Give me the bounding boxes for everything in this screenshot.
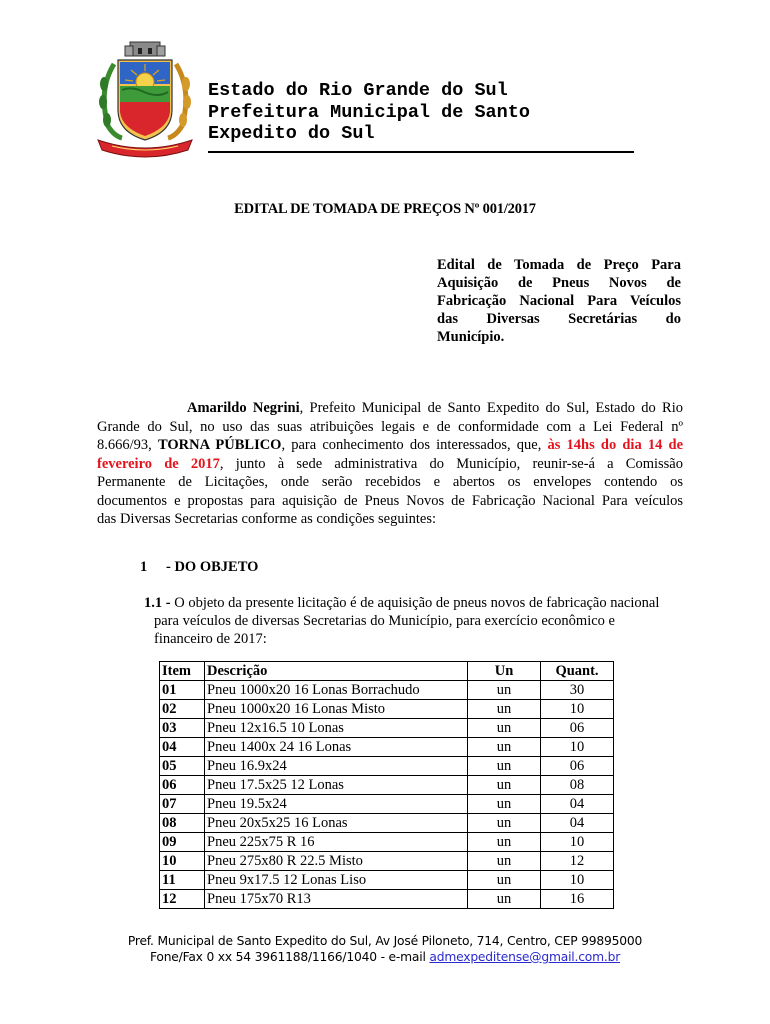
edital-summary <box>437 256 681 346</box>
row-unit: un <box>468 871 541 890</box>
row-item: 09 <box>160 833 205 852</box>
intro-text-4: , junto à sede administrativa do Município, reunir-se-á a Comissão <box>219 455 683 472</box>
row-description: Pneu 225x75 R 16 <box>205 833 468 852</box>
table-row <box>160 814 614 833</box>
row-description: Pneu 9x17.5 12 Lonas Liso <box>205 871 468 890</box>
row-description: Pneu 1000x20 16 Lonas Misto <box>205 700 468 719</box>
row-unit: un <box>468 890 541 909</box>
row-item: 04 <box>160 738 205 757</box>
row-quantity: 04 <box>541 814 614 833</box>
document-title: EDITAL DE TOMADA DE PREÇOS Nº 001/2017 <box>234 201 536 217</box>
table-row <box>160 776 614 795</box>
row-unit: un <box>468 833 541 852</box>
table-row <box>160 719 614 738</box>
row-unit: un <box>468 757 541 776</box>
mayor-name: Amarildo Negrini <box>187 400 300 416</box>
summary-line-3: Fabricação Nacional Para Veículos <box>437 293 681 309</box>
table-row <box>160 871 614 890</box>
intro-line-6: documentos e propostas para aquisição de Pneus Novos de Fabricação Nacional Para veículos <box>97 492 683 509</box>
summary-line-4: das Diversas Secretárias do <box>437 311 681 327</box>
table-row <box>160 681 614 700</box>
summary-line-2: Aquisição de Pneus Novos de <box>437 275 681 291</box>
row-item: 06 <box>160 776 205 795</box>
meeting-time: às 14hs do dia 14 de <box>547 437 683 453</box>
page-footer <box>0 933 770 965</box>
table-row <box>160 852 614 871</box>
row-description: Pneu 12x16.5 10 Lonas <box>205 719 468 738</box>
torna-publico: TORNA PÚBLICO <box>157 437 282 453</box>
header-rule <box>208 151 634 153</box>
row-item: 03 <box>160 719 205 738</box>
row-quantity: 10 <box>541 871 614 890</box>
section-1-number: 1 <box>140 559 148 575</box>
row-description: Pneu 275x80 R 22.5 Misto <box>205 852 468 871</box>
header-title <box>208 80 530 145</box>
row-description: Pneu 17.5x25 12 Lonas <box>205 776 468 795</box>
row-item: 12 <box>160 890 205 909</box>
row-quantity: 10 <box>541 738 614 757</box>
table-header-row <box>160 662 614 681</box>
row-item: 11 <box>160 871 205 890</box>
meeting-date: fevereiro de 2017 <box>97 455 220 472</box>
row-quantity: 06 <box>541 719 614 738</box>
row-quantity: 16 <box>541 890 614 909</box>
header-line-1: Estado do Rio Grande do Sul <box>208 80 508 101</box>
intro-text-1: , Prefeito Municipal de Santo Expedito do Sul, Estado do Rio <box>299 400 683 416</box>
intro-line-5: Permanente de Licitações, onde serão recebidos e abertos os envelopes contendo os <box>97 474 683 490</box>
row-description: Pneu 175x70 R13 <box>205 890 468 909</box>
table-row <box>160 890 614 909</box>
intro-line-7: das Diversas Secretarias conforme as condições seguintes: <box>97 511 437 527</box>
row-unit: un <box>468 776 541 795</box>
clause-1-1-line-3: financeiro de 2017: <box>154 631 267 647</box>
row-item: 07 <box>160 795 205 814</box>
row-item: 05 <box>160 757 205 776</box>
table-row <box>160 757 614 776</box>
row-description: Pneu 20x5x25 16 Lonas <box>205 814 468 833</box>
footer-contact: Fone/Fax 0 xx 54 3961188/1166/1040 - e-mail <box>149 950 430 964</box>
row-item: 08 <box>160 814 205 833</box>
table-row <box>160 738 614 757</box>
row-description: Pneu 19.5x24 <box>205 795 468 814</box>
row-unit: un <box>468 795 541 814</box>
municipal-coat-of-arms-icon <box>92 40 198 158</box>
row-item: 02 <box>160 700 205 719</box>
row-unit: un <box>468 852 541 871</box>
header-description: Descrição <box>205 662 468 681</box>
row-item: 01 <box>160 681 205 700</box>
section-1-title: - DO OBJETO <box>166 559 259 575</box>
row-quantity: 06 <box>541 757 614 776</box>
row-quantity: 10 <box>541 833 614 852</box>
header-quantity: Quant. <box>541 662 614 681</box>
clause-1-1-line-1: O objeto da presente licitação é de aquisição de pneus novos de fabricação nacional <box>170 595 660 611</box>
intro-line-2: Grande do Sul, no uso das suas atribuições legais e de conformidade com a Lei Federal nº <box>97 418 683 435</box>
row-unit: un <box>468 738 541 757</box>
table-row <box>160 700 614 719</box>
table-row <box>160 833 614 852</box>
summary-line-1: Edital de Tomada de Preço Para <box>437 257 681 273</box>
row-unit: un <box>468 681 541 700</box>
footer-address: Pref. Municipal de Santo Expedito do Sul, Av José Piloneto, 714, Centro, CEP 99895000 <box>127 934 643 948</box>
row-quantity: 10 <box>541 700 614 719</box>
clause-1-1-label: 1.1 - <box>144 595 171 611</box>
header-line-3: Expedito do Sul <box>208 123 375 144</box>
section-1-heading <box>140 559 258 576</box>
row-unit: un <box>468 719 541 738</box>
row-quantity: 08 <box>541 776 614 795</box>
row-description: Pneu 1000x20 16 Lonas Borrachudo <box>205 681 468 700</box>
header-line-2: Prefeitura Municipal de Santo <box>208 101 530 123</box>
row-quantity: 04 <box>541 795 614 814</box>
row-unit: un <box>468 700 541 719</box>
header-unit: Un <box>468 662 541 681</box>
row-unit: un <box>468 814 541 833</box>
items-table <box>159 661 614 909</box>
footer-email-link[interactable]: admexpeditense@gmail.com.br <box>429 950 621 964</box>
intro-law-ref: 8.666/93, <box>97 437 158 453</box>
summary-line-5: Município. <box>437 329 505 345</box>
table-row <box>160 795 614 814</box>
clause-1-1-line-2: para veículos de diversas Secretarias do Município, para exercício econômico e <box>154 613 615 629</box>
row-item: 10 <box>160 852 205 871</box>
clause-1-1 <box>144 594 684 648</box>
intro-text-3: , para conhecimento dos interessados, que, <box>281 437 548 453</box>
intro-paragraph <box>97 399 683 529</box>
row-description: Pneu 1400x 24 16 Lonas <box>205 738 468 757</box>
row-quantity: 12 <box>541 852 614 871</box>
header-item: Item <box>160 662 205 681</box>
row-quantity: 30 <box>541 681 614 700</box>
row-description: Pneu 16.9x24 <box>205 757 468 776</box>
